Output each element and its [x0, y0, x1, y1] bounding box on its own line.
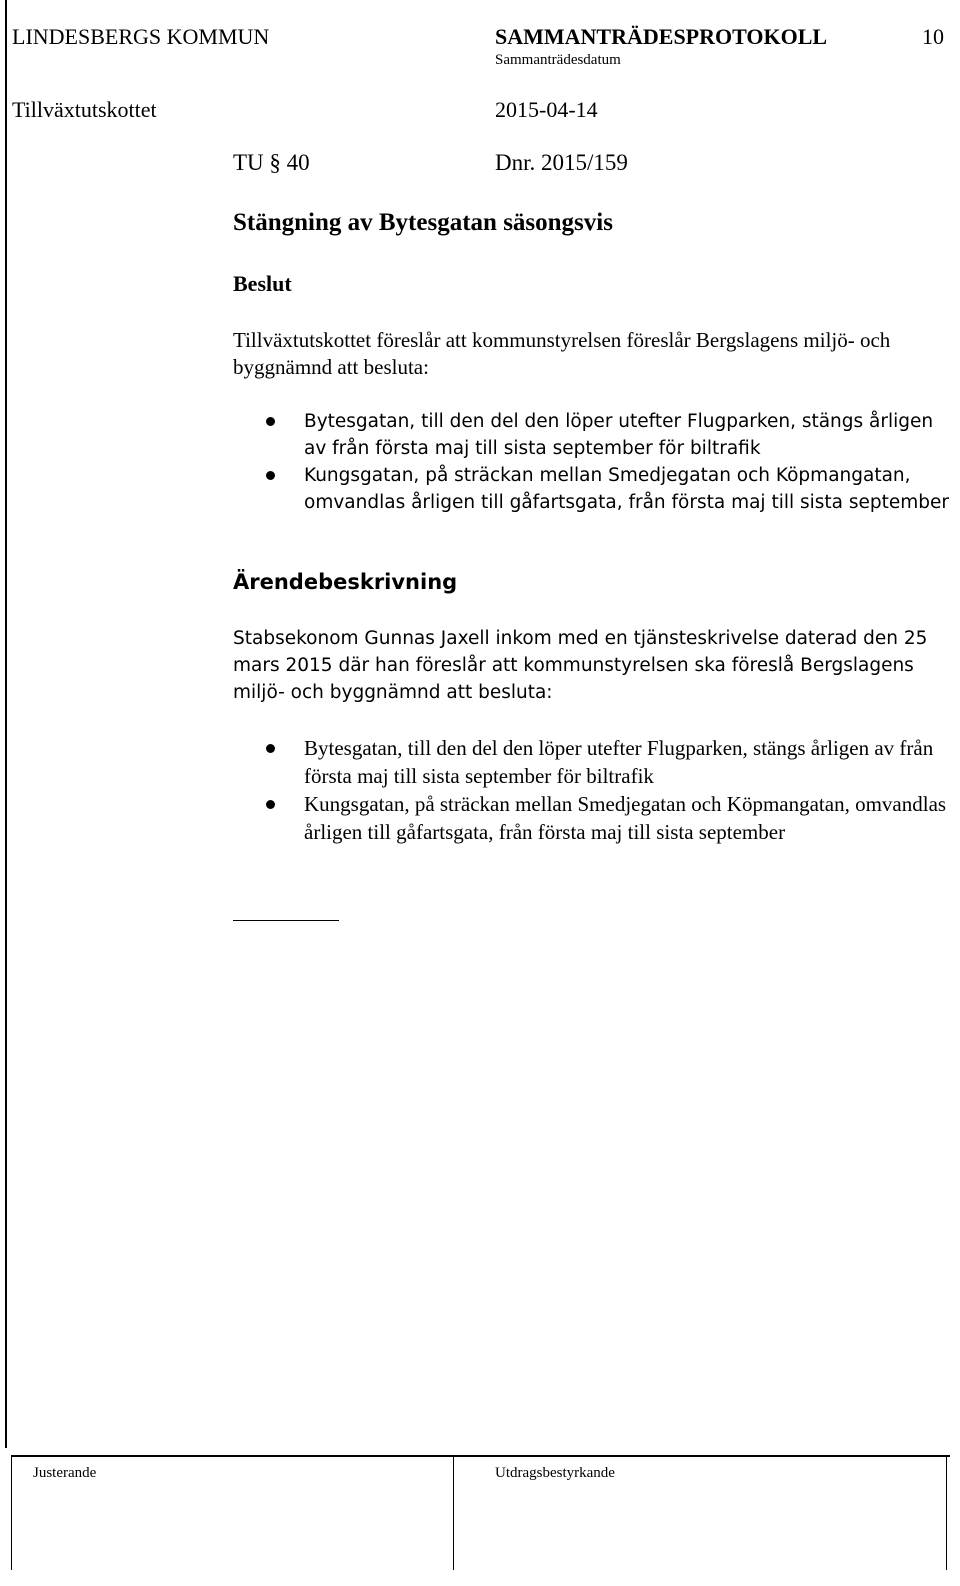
- date-label: Sammanträdesdatum: [495, 52, 621, 68]
- footer-utdragsbestyrkande-label: Utdragsbestyrkande: [495, 1465, 615, 1481]
- item-number: TU § 40: [233, 150, 310, 175]
- page-title: Stängning av Bytesgatan säsongsvis: [233, 209, 613, 236]
- decision-heading: Beslut: [233, 271, 292, 296]
- footer-divider: [946, 1455, 947, 1570]
- item-dnr: Dnr. 2015/159: [495, 150, 628, 175]
- municipality-name: LINDESBERGS KOMMUN: [12, 24, 270, 49]
- decision-intro: Tillväxtutskottet föreslår att kommunstyrelsen föreslår Bergslagens miljö- och byggnämnd att besluta:: [233, 328, 891, 379]
- footer-justerande-label: Justerande: [33, 1465, 97, 1481]
- description-heading: Ärendebeskrivning: [233, 570, 458, 594]
- document-type: SAMMANTRÄDESPROTOKOLL: [495, 24, 828, 49]
- decision-bullet-list: [266, 408, 954, 516]
- list-item: Bytesgatan, till den del den löper utefter Flugparken, stängs årligen av från första maj till sista september för biltrafik: [266, 734, 954, 790]
- meeting-date: 2015-04-14: [495, 97, 598, 122]
- committee-name: Tillväxtutskottet: [12, 97, 157, 122]
- description-intro: Stabsekonom Gunnas Jaxell inkom med en tjänsteskrivelse daterad den 25 mars 2015 där han föreslår att kommunstyrelsen ska föreslå Bergslagens miljö- och byggnämnd att besluta:: [233, 628, 928, 703]
- list-item: Kungsgatan, på sträckan mellan Smedjegatan och Köpmangatan, omvandlas årligen till gåfartsgata, från första maj till sista september: [266, 790, 954, 846]
- section-end-rule: [233, 920, 339, 921]
- list-item: Bytesgatan, till den del den löper utefter Flugparken, stängs årligen av från första maj till sista september för biltrafik: [266, 408, 954, 462]
- footer-top-rule: [12, 1455, 950, 1457]
- page-number: 10: [922, 24, 944, 49]
- left-margin-rule: [5, 0, 7, 1448]
- footer-divider: [453, 1455, 454, 1570]
- description-bullet-list: [266, 734, 954, 846]
- footer-divider: [11, 1455, 12, 1570]
- list-item: Kungsgatan, på sträckan mellan Smedjegatan och Köpmangatan, omvandlas årligen till gåfartsgata, från första maj till sista september: [266, 462, 954, 516]
